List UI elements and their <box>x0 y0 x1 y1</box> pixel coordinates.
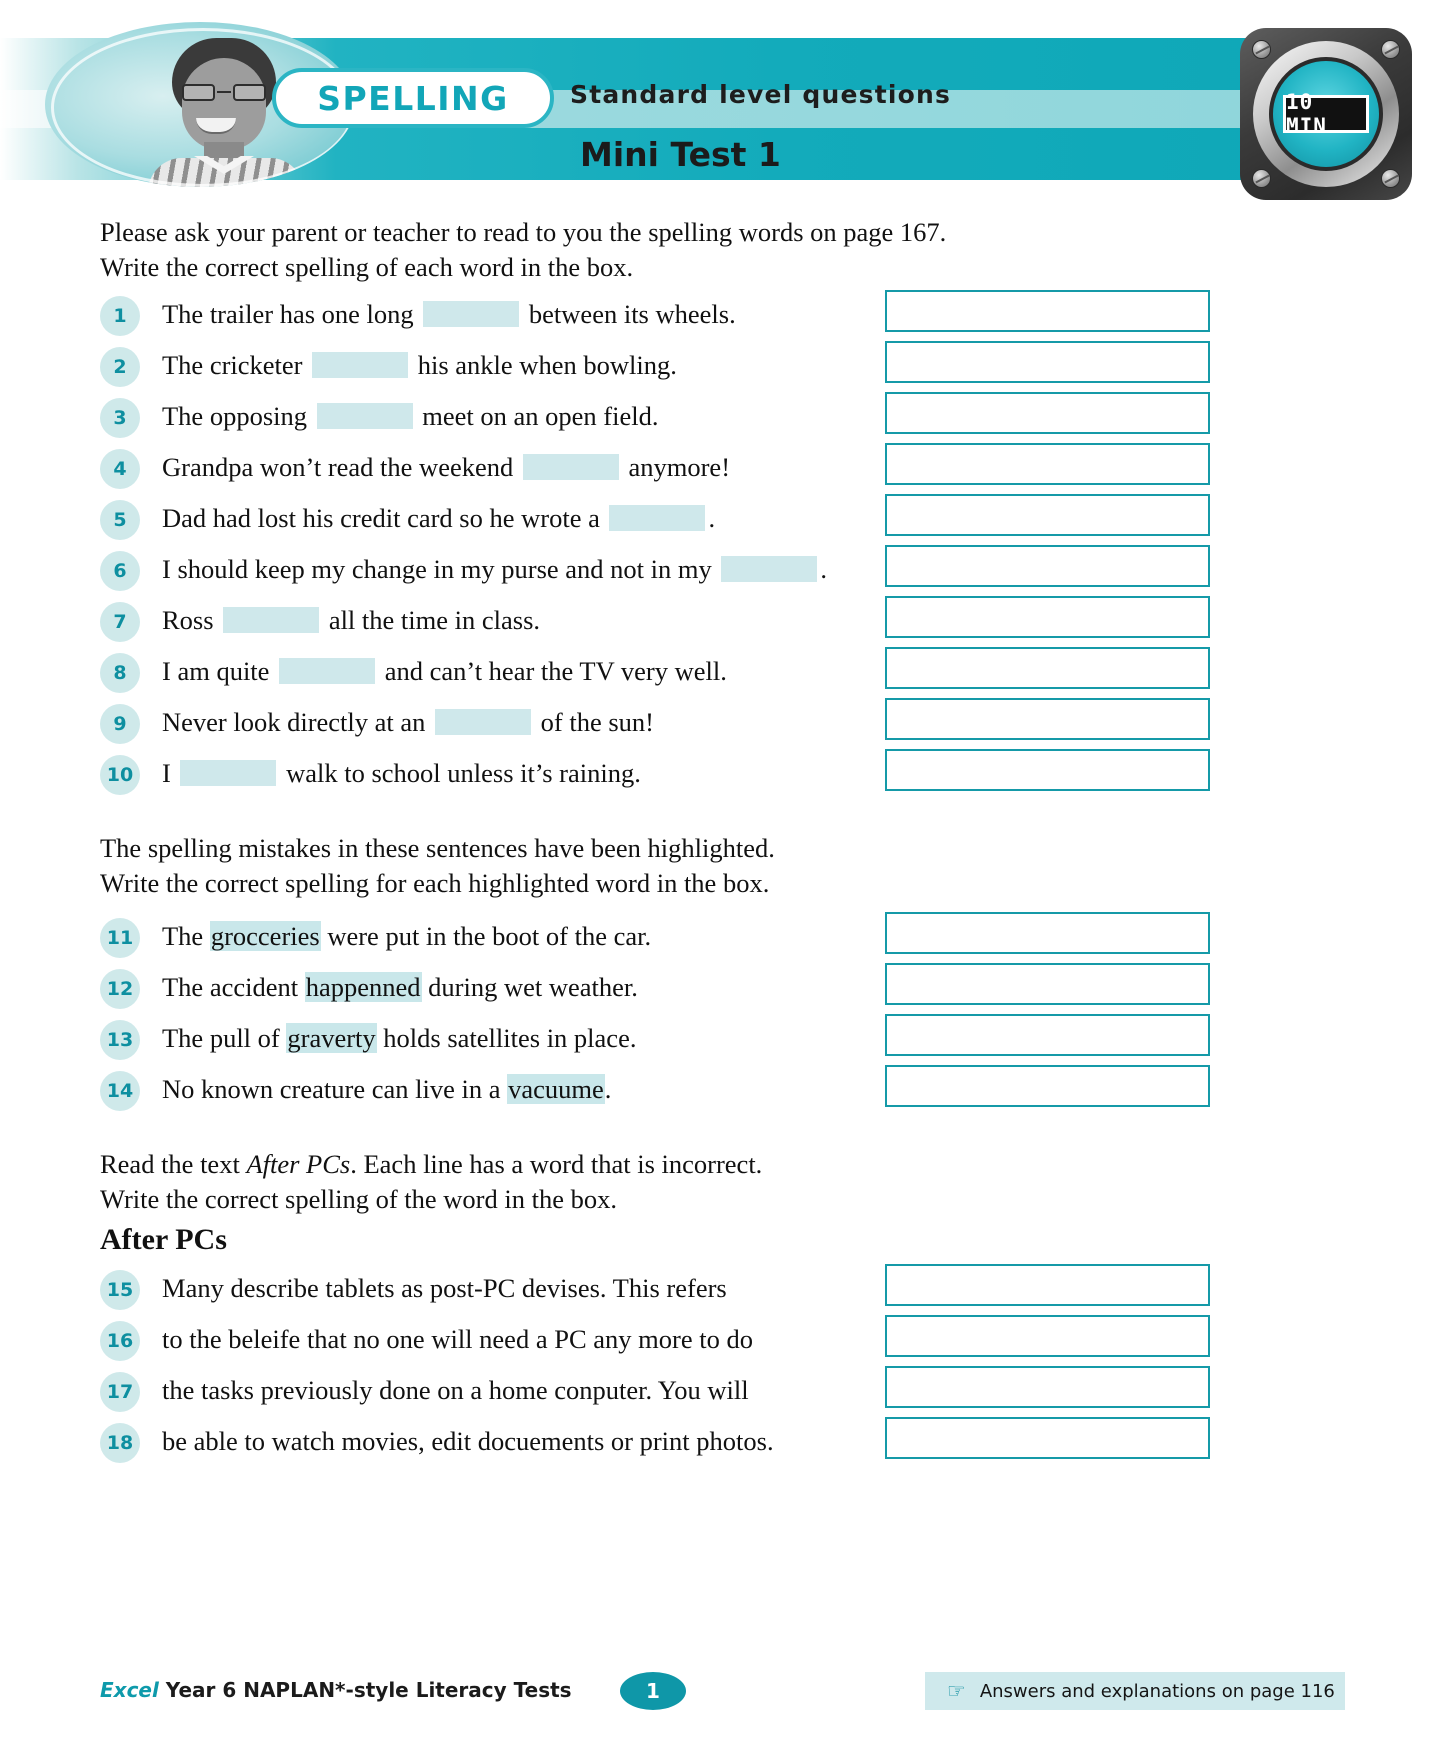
question-text: to the beleife that no one will need a PC any more to do <box>162 1323 753 1354</box>
page-number: 1 <box>620 1672 686 1710</box>
question-text-before: Grandpa won’t read the weekend <box>162 451 520 482</box>
question-text-before: No known creature can live in a <box>162 1073 508 1104</box>
question-text-after: meet on an open field. <box>415 400 659 431</box>
inline-blank[interactable] <box>423 301 519 327</box>
question-row <box>100 1318 1345 1369</box>
question-text-before: The pull of <box>162 1022 287 1053</box>
answer-box[interactable] <box>885 963 1210 1005</box>
inline-blank[interactable] <box>180 760 276 786</box>
question-text-after: anymore! <box>621 451 731 482</box>
question-row <box>100 293 1345 344</box>
question-number: 8 <box>100 653 140 693</box>
instruction-part-1-line-2: Write the correct spelling of each word in the box. <box>100 251 634 282</box>
photo-collar <box>194 156 254 186</box>
timer-dial <box>1269 57 1383 171</box>
inline-blank[interactable] <box>609 505 705 531</box>
timer-value: 10 MIN <box>1286 90 1327 138</box>
timer-badge <box>1240 28 1412 200</box>
instruction-part-3 <box>100 1147 1345 1217</box>
instruction-part-2 <box>100 831 1345 901</box>
question-row <box>100 966 1345 1017</box>
page-header <box>0 0 1445 205</box>
question-text-before: I <box>162 757 178 788</box>
question-number: 3 <box>100 398 140 438</box>
instruction-part-3-text-title: After PCs <box>246 1148 351 1179</box>
inline-blank[interactable] <box>312 352 408 378</box>
answer-box[interactable] <box>885 698 1210 740</box>
questions-section-3 <box>100 1267 1345 1471</box>
worksheet-content <box>0 215 1445 1471</box>
answer-box[interactable] <box>885 912 1210 954</box>
question-number: 14 <box>100 1071 140 1111</box>
question-number: 15 <box>100 1270 140 1310</box>
question-number: 2 <box>100 347 140 387</box>
footer-series <box>100 1678 572 1702</box>
photo-face <box>182 58 266 150</box>
highlighted-misspelled-word: graverty <box>287 1022 376 1053</box>
answers-note <box>925 1672 1345 1710</box>
question-text-after: his ankle when bowling. <box>411 349 677 380</box>
page-footer <box>0 1672 1445 1716</box>
photo-shirt <box>148 158 304 187</box>
subject-label: SPELLING <box>317 78 509 118</box>
answer-box[interactable] <box>885 290 1210 332</box>
question-text: be able to watch movies, edit docuements or print photos. <box>162 1425 774 1456</box>
screw-icon <box>1252 40 1271 59</box>
timer-display <box>1283 90 1369 138</box>
inline-blank[interactable] <box>435 709 531 735</box>
question-number: 13 <box>100 1020 140 1060</box>
question-row <box>100 548 1345 599</box>
inline-blank[interactable] <box>317 403 413 429</box>
answer-box[interactable] <box>885 1065 1210 1107</box>
screw-icon <box>1381 169 1400 188</box>
question-row <box>100 446 1345 497</box>
question-number: 18 <box>100 1423 140 1463</box>
question-text-after: were put in the boot of the car. <box>320 920 652 951</box>
answer-box[interactable] <box>885 749 1210 791</box>
screw-icon <box>1252 169 1271 188</box>
answer-box[interactable] <box>885 443 1210 485</box>
question-number: 11 <box>100 918 140 958</box>
question-text-after: . <box>820 553 828 584</box>
question-text-after: of the sun! <box>534 706 655 737</box>
question-number: 17 <box>100 1372 140 1412</box>
series-label: Year 6 NAPLAN*-style Literacy Tests <box>158 1678 572 1702</box>
photo-hair <box>172 38 276 120</box>
instruction-part-3-tail: . Each line has a word that is incorrect. <box>350 1148 763 1179</box>
question-number: 7 <box>100 602 140 642</box>
photo-neck <box>204 142 244 168</box>
text-heading: After PCs <box>100 1222 227 1256</box>
instruction-part-3-lead: Read the text <box>100 1148 247 1179</box>
question-number: 5 <box>100 500 140 540</box>
inline-blank[interactable] <box>523 454 619 480</box>
level-label: Standard level questions <box>570 80 952 109</box>
question-number: 6 <box>100 551 140 591</box>
question-text-after: . <box>604 1073 612 1104</box>
questions-section-1 <box>100 293 1345 803</box>
answer-box[interactable] <box>885 494 1210 536</box>
answers-note-label: Answers and explanations on page 116 <box>979 1680 1335 1702</box>
question-text-after: and can’t hear the TV very well. <box>378 655 727 686</box>
photo-lens-left <box>182 84 215 101</box>
question-row <box>100 344 1345 395</box>
photo-lens-right <box>233 84 266 101</box>
question-number: 12 <box>100 969 140 1009</box>
answer-box[interactable] <box>885 341 1210 383</box>
answer-box[interactable] <box>885 647 1210 689</box>
question-text: Many describe tablets as post-PC devises. This refers <box>162 1272 727 1303</box>
question-text-after: all the time in class. <box>322 604 541 635</box>
question-text-before: Dad had lost his credit card so he wrote a <box>162 502 607 533</box>
question-text-before: I should keep my change in my purse and not in my <box>162 553 719 584</box>
question-text-before: I am quite <box>162 655 277 686</box>
question-text-after: during wet weather. <box>421 971 638 1002</box>
highlighted-misspelled-word: happenned <box>305 971 421 1002</box>
question-text-before: Never look directly at an <box>162 706 433 737</box>
question-row <box>100 1267 1345 1318</box>
answer-box[interactable] <box>885 1264 1210 1306</box>
question-text-after: . <box>708 502 716 533</box>
answer-box[interactable] <box>885 596 1210 638</box>
question-row <box>100 1369 1345 1420</box>
inline-blank[interactable] <box>721 556 817 582</box>
brand-label: Excel <box>100 1678 159 1702</box>
question-number: 4 <box>100 449 140 489</box>
question-text-before: The cricketer <box>162 349 310 380</box>
question-number: 1 <box>100 296 140 336</box>
page-title: Mini Test 1 <box>580 135 781 174</box>
glasses-icon <box>180 84 268 101</box>
question-row <box>100 650 1345 701</box>
question-text-after: walk to school unless it’s raining. <box>279 757 641 788</box>
question-text-after: holds satellites in place. <box>376 1022 637 1053</box>
answer-box[interactable] <box>885 392 1210 434</box>
photo-smile <box>196 118 236 134</box>
answer-box[interactable] <box>885 1014 1210 1056</box>
question-row <box>100 599 1345 650</box>
timer-bezel <box>1253 41 1399 187</box>
question-text-before: The opposing <box>162 400 314 431</box>
photo-lens-bridge <box>217 91 231 93</box>
pointing-hand-icon: ☞ <box>947 1678 966 1703</box>
question-row <box>100 1420 1345 1471</box>
inline-blank[interactable] <box>223 607 319 633</box>
question-row <box>100 1017 1345 1068</box>
instruction-part-2-line-1: The spelling mistakes in these sentences have been highlighted. <box>100 832 775 863</box>
question-text-before: Ross <box>162 604 221 635</box>
inline-blank[interactable] <box>279 658 375 684</box>
questions-section-2 <box>100 915 1345 1119</box>
question-text: the tasks previously done on a home conputer. You will <box>162 1374 749 1405</box>
question-text-after: between its wheels. <box>522 298 736 329</box>
question-row <box>100 701 1345 752</box>
answer-box[interactable] <box>885 1417 1210 1459</box>
question-text-before: The accident <box>162 971 305 1002</box>
question-row <box>100 497 1345 548</box>
question-text-before: The trailer has one long <box>162 298 421 329</box>
screw-icon <box>1381 40 1400 59</box>
question-number: 10 <box>100 755 140 795</box>
instruction-part-1 <box>100 215 1345 285</box>
highlighted-misspelled-word: vacuume <box>508 1073 604 1104</box>
question-number: 9 <box>100 704 140 744</box>
instruction-part-3-line-1 <box>100 1147 1345 1182</box>
answer-box[interactable] <box>885 1315 1210 1357</box>
question-row <box>100 915 1345 966</box>
question-row <box>100 1068 1345 1119</box>
question-text-before: The <box>162 920 210 951</box>
question-row <box>100 752 1345 803</box>
answer-box[interactable] <box>885 545 1210 587</box>
question-number: 16 <box>100 1321 140 1361</box>
question-row <box>100 395 1345 446</box>
subject-badge <box>272 68 554 128</box>
instruction-part-1-line-1: Please ask your parent or teacher to read to you the spelling words on page 167. <box>100 217 947 247</box>
instruction-part-2-line-2: Write the correct spelling for each highlighted word in the box. <box>100 867 770 898</box>
answer-box[interactable] <box>885 1366 1210 1408</box>
instruction-part-3-line-2: Write the correct spelling of the word in the box. <box>100 1183 617 1214</box>
highlighted-misspelled-word: grocceries <box>210 920 320 951</box>
